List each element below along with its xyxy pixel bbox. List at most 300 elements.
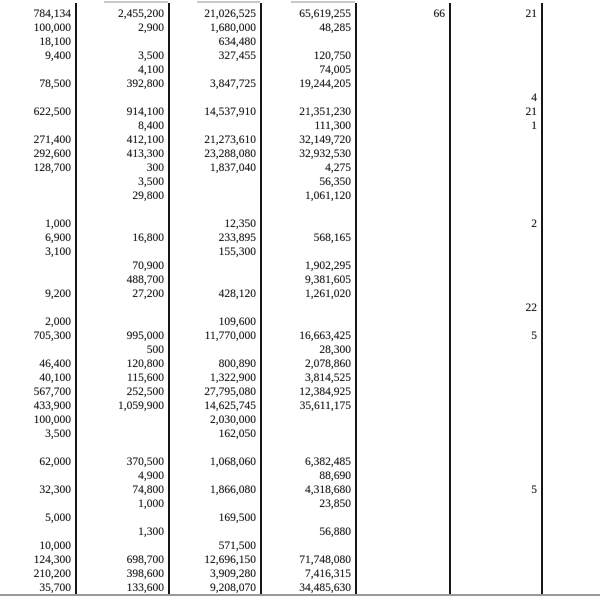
table-cell-empty [541,511,600,525]
table-cell: 1,837,040 [210,162,256,174]
table-cell: 567,700 [33,386,71,398]
table-row [0,469,600,483]
table-cell-empty [541,315,600,329]
table-cell: 10,000 [39,540,71,552]
table-cell: 634,480 [218,36,256,48]
table-cell [355,133,449,147]
table-cell: 1,902,295 [305,260,351,272]
table-cell [168,63,260,77]
table-cell [449,469,541,483]
table-cell: 488,700 [126,274,164,286]
table-cell [75,441,168,455]
table-cell: 9,200 [45,288,71,300]
table-cell [75,413,168,427]
table-cell [355,161,449,175]
table-cell: 210,200 [33,568,71,580]
table-cell: 21 [525,106,537,118]
table-cell [355,217,449,231]
table-cell: 21,026,525 [204,8,256,20]
table-cell [449,273,541,287]
table-cell [260,301,355,315]
table-cell [355,469,449,483]
table-cell: 300 [146,162,164,174]
table-cell: 32,149,720 [299,134,351,146]
table-cell [449,455,541,469]
table-cell-empty [541,63,600,77]
table-cell: 995,000 [126,330,164,342]
column-divider [75,3,77,594]
table-cell-empty [541,287,600,301]
table-cell [449,357,541,371]
table-cell [168,175,260,189]
table-cell: 128,700 [33,162,71,174]
table-cell [355,399,449,413]
table-row [0,357,600,371]
table-row [0,441,600,455]
table-cell [355,175,449,189]
table-cell: 74,005 [319,64,351,76]
table-cell [168,273,260,287]
table-row [0,105,600,119]
table-cell [355,427,449,441]
table-cell [449,441,541,455]
table-cell-empty [541,469,600,483]
table-cell: 1,300 [138,526,164,538]
table-cell-empty [541,441,600,455]
table-cell [449,35,541,49]
table-cell: 3,814,525 [305,372,351,384]
table-row [0,245,600,259]
table-cell: 1,866,080 [210,484,256,496]
table-cell: 2,078,860 [305,358,351,370]
table-cell [449,287,541,301]
table-cell-empty [541,147,600,161]
table-cell [75,301,168,315]
table-cell: 784,134 [33,8,71,20]
table-cell: 27,200 [132,288,164,300]
table-cell [355,287,449,301]
table-cell [260,217,355,231]
table-cell [75,315,168,329]
table-cell-empty [541,343,600,357]
table-cell: 22 [525,302,537,314]
table-cell [260,203,355,217]
table-row [0,133,600,147]
table-cell-empty [541,455,600,469]
table-cell: 398,600 [126,568,164,580]
table-row [0,287,600,301]
table-cell: 21 [525,8,537,20]
table-cell [260,539,355,553]
table-cell-empty [541,203,600,217]
table-cell: 914,100 [126,106,164,118]
table-cell-empty [541,567,600,581]
table-cell [168,119,260,133]
table-cell [355,49,449,63]
table-row [0,511,600,525]
table-cell: 9,400 [45,50,71,62]
table-cell: 698,700 [126,554,164,566]
table-row [0,161,600,175]
table-cell: 4,318,680 [305,484,351,496]
table-cell [449,189,541,203]
table-cell: 327,455 [218,50,256,62]
table-cell [355,581,449,595]
table-cell-empty [541,301,600,315]
table-cell: 568,165 [313,232,351,244]
table-cell-empty [541,35,600,49]
table-cell-empty [541,259,600,273]
table-cell [0,441,75,455]
table-cell [168,497,260,511]
table-cell: 500 [146,344,164,356]
table-row [0,539,600,553]
table-cell [449,427,541,441]
table-cell [449,399,541,413]
table-cell: 1 [531,120,537,132]
table-cell-empty [541,371,600,385]
table-cell: 62,000 [39,456,71,468]
table-cell: 7,416,315 [305,568,351,580]
table-row [0,553,600,567]
table-cell [355,91,449,105]
table-cell: 233,895 [218,232,256,244]
table-cell [355,455,449,469]
table-cell [260,35,355,49]
bottom-border-rule [0,594,600,596]
table-cell [0,343,75,357]
table-cell: 12,696,150 [204,554,256,566]
table-cell: 6,900 [45,232,71,244]
table-cell [449,343,541,357]
table-cell [260,511,355,525]
table-cell [260,315,355,329]
table-cell [355,329,449,343]
table-cell [449,581,541,595]
table-row [0,35,600,49]
table-cell: 21,273,610 [204,134,256,146]
table-cell: 12,384,925 [299,386,351,398]
table-cell: 8,400 [138,120,164,132]
table-cell: 1,061,120 [305,190,351,202]
table-cell [168,525,260,539]
table-cell [260,91,355,105]
table-cell: 2,000 [45,316,71,328]
table-cell [75,217,168,231]
table-cell [355,483,449,497]
table-row [0,399,600,413]
table-cell-empty [541,77,600,91]
table-cell-empty [541,231,600,245]
column-divider [260,3,262,594]
table-cell [449,553,541,567]
table-cell: 428,120 [218,288,256,300]
table-cell [449,63,541,77]
table-cell [355,77,449,91]
table-cell: 292,600 [33,148,71,160]
table-cell: 35,700 [39,582,71,594]
table-cell-empty [541,161,600,175]
table-cell [260,441,355,455]
table-cell [0,259,75,273]
table-cell: 27,795,080 [204,386,256,398]
table-cell: 162,050 [218,428,256,440]
table-cell [355,413,449,427]
table-cell-empty [541,399,600,413]
table-row [0,315,600,329]
table-cell [449,175,541,189]
table-cell [449,231,541,245]
table-cell: 56,880 [319,526,351,538]
table-cell: 2,030,000 [210,414,256,426]
table-cell: 35,611,175 [299,400,351,412]
table-cell [355,63,449,77]
table-row [0,231,600,245]
table-row [0,525,600,539]
table-cell [355,539,449,553]
column-divider [355,3,357,594]
table-cell [168,469,260,483]
table-cell: 133,600 [126,582,164,594]
table-cell [449,371,541,385]
table-row [0,217,600,231]
table-cell: 100,000 [33,414,71,426]
table-cell [355,553,449,567]
table-cell [449,147,541,161]
table-cell: 392,800 [126,78,164,90]
table-cell [355,357,449,371]
table-row [0,329,600,343]
table-cell-empty [541,581,600,595]
table-cell [0,175,75,189]
table-cell: 622,500 [33,106,71,118]
table-cell [449,133,541,147]
table-cell: 48,285 [319,22,351,34]
table-row [0,147,600,161]
table-cell: 2,455,200 [118,8,164,20]
table-cell: 120,800 [126,358,164,370]
table-cell: 6,382,485 [305,456,351,468]
table-cell: 3,500 [138,50,164,62]
table-row [0,77,600,91]
table-row [0,259,600,273]
table-cell [449,161,541,175]
table-cell: 16,800 [132,232,164,244]
table-cell [0,301,75,315]
table-cell: 800,890 [218,358,256,370]
table-cell [449,497,541,511]
table-cell-empty [541,553,600,567]
table-cell: 1,261,020 [305,288,351,300]
table-cell [355,189,449,203]
table-row [0,49,600,63]
table-row [0,413,600,427]
table-cell: 1,059,900 [118,400,164,412]
table-cell [355,385,449,399]
table-cell [168,343,260,357]
table-cell [355,567,449,581]
table-cell: 46,400 [39,358,71,370]
table-cell: 23,850 [319,498,351,510]
top-edge-artifact [104,1,168,3]
table-cell [168,441,260,455]
table-cell: 23,288,080 [204,148,256,160]
table-cell [75,539,168,553]
table-row [0,21,600,35]
table-cell [355,273,449,287]
table-cell [449,77,541,91]
table-cell-empty [541,21,600,35]
table-cell [355,119,449,133]
table-cell: 32,932,530 [299,148,351,160]
table-cell: 3,500 [45,428,71,440]
table-cell: 705,300 [33,330,71,342]
table-cell [75,203,168,217]
top-edge-artifact [291,1,355,3]
table-cell [355,203,449,217]
table-cell-empty [541,525,600,539]
table-row [0,175,600,189]
table-cell: 1,322,900 [210,372,256,384]
table-cell: 5,000 [45,512,71,524]
table-cell [355,245,449,259]
table-cell: 34,485,630 [299,582,351,594]
table-cell [355,525,449,539]
table-cell [355,21,449,35]
table-cell [355,497,449,511]
column-divider [168,3,170,594]
table-cell [449,315,541,329]
table-cell [0,497,75,511]
table-cell: 413,300 [126,148,164,160]
table-cell: 5 [531,484,537,496]
table-cell [355,147,449,161]
table-row [0,483,600,497]
table-cell [0,525,75,539]
top-edge-artifact [197,1,260,3]
table-row [0,273,600,287]
table-cell: 9,208,070 [210,582,256,594]
table-row [0,455,600,469]
table-row [0,203,600,217]
table-cell [260,245,355,259]
table-cell-empty [541,385,600,399]
table-row [0,427,600,441]
table-cell: 3,909,280 [210,568,256,580]
table-cell [449,539,541,553]
table-cell: 124,300 [33,554,71,566]
table-cell [449,245,541,259]
table-row [0,581,600,595]
table-body [0,7,600,595]
table-cell: 155,300 [218,246,256,258]
table-cell-empty [541,189,600,203]
table-cell [355,441,449,455]
table-row [0,119,600,133]
table-cell: 14,625,745 [204,400,256,412]
table-cell: 3,847,725 [210,78,256,90]
table-cell: 66 [433,8,445,20]
table-cell-empty [541,483,600,497]
table-cell-empty [541,133,600,147]
table-row [0,567,600,581]
table-cell: 2 [531,218,537,230]
table-cell [168,301,260,315]
table-cell: 4,100 [138,64,164,76]
table-row [0,63,600,77]
table-cell: 74,800 [132,484,164,496]
table-cell: 433,900 [33,400,71,412]
table-cell-empty [541,175,600,189]
table-cell-empty [541,329,600,343]
table-cell [75,35,168,49]
table-cell [260,413,355,427]
table-row [0,385,600,399]
table-cell: 252,500 [126,386,164,398]
table-cell: 18,100 [39,36,71,48]
table-cell: 115,600 [127,372,164,384]
table-cell: 3,500 [138,176,164,188]
table-cell [449,49,541,63]
table-cell [168,91,260,105]
table-cell [449,259,541,273]
table-cell [449,413,541,427]
table-cell: 78,500 [39,78,71,90]
table-cell: 11,770,000 [204,330,256,342]
table-cell [260,427,355,441]
table-cell [0,63,75,77]
table-cell: 1,680,000 [210,22,256,34]
table-cell: 71,748,080 [299,554,351,566]
table-cell: 5 [531,330,537,342]
table-cell [75,245,168,259]
table-cell [355,343,449,357]
table-cell [168,259,260,273]
table-cell-empty [541,273,600,287]
table-cell [0,273,75,287]
table-cell: 100,000 [33,22,71,34]
table-cell [0,91,75,105]
table-cell [449,567,541,581]
table-cell: 109,600 [218,316,256,328]
table-cell [355,315,449,329]
table-cell: 19,244,205 [299,78,351,90]
table-row [0,371,600,385]
table-cell-empty [541,357,600,371]
table-cell [449,525,541,539]
table-cell [355,259,449,273]
table-cell-empty [541,497,600,511]
table-cell: 271,400 [33,134,71,146]
table-cell-empty [541,91,600,105]
table-cell: 4,275 [325,162,351,174]
table-cell-empty [541,49,600,63]
table-cell-empty [541,245,600,259]
table-cell: 14,537,910 [204,106,256,118]
table-cell-empty [541,105,600,119]
table-cell-empty [541,539,600,553]
table-cell [0,469,75,483]
table-cell [355,301,449,315]
table-cell: 16,663,425 [299,330,351,342]
table-cell: 4,900 [138,470,164,482]
table-cell: 40,100 [39,372,71,384]
table-cell [449,21,541,35]
table-cell: 2,900 [138,22,164,34]
table-cell [355,231,449,245]
table-row [0,301,600,315]
table-cell: 28,300 [319,344,351,356]
